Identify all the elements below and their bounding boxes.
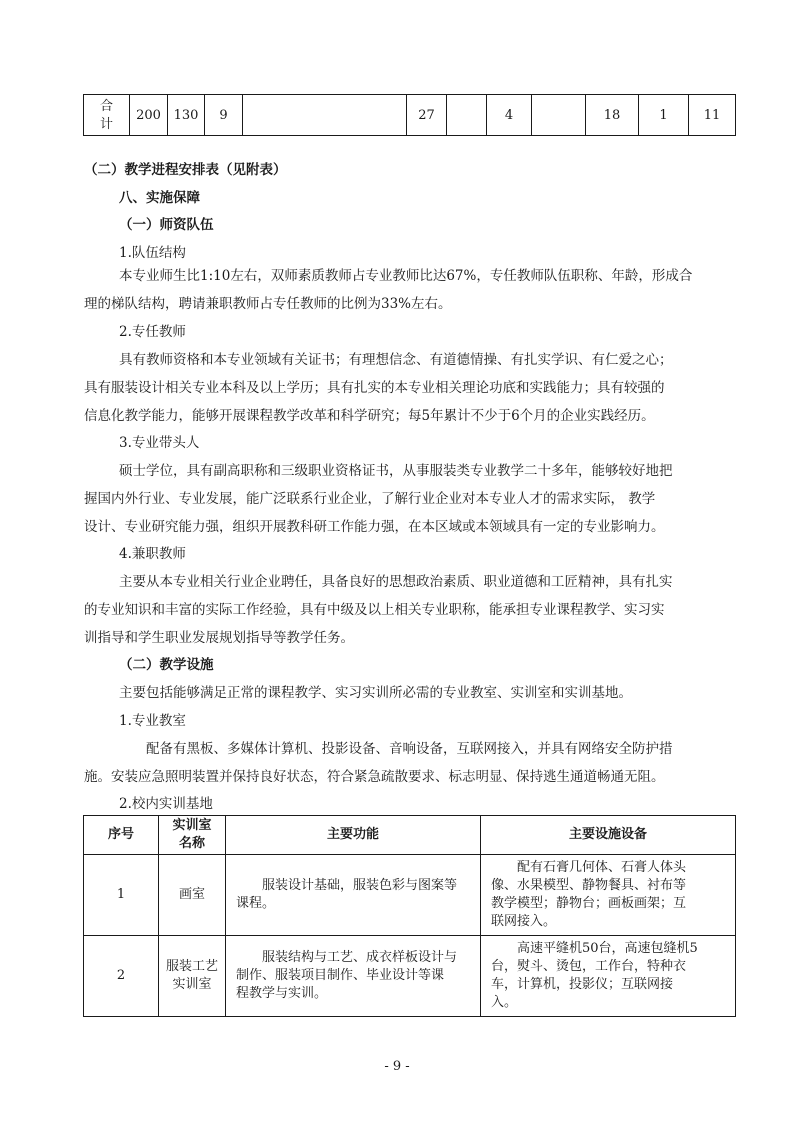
- paragraph-line: 配备有黑板、多媒体计算机、投影设备、音响设备，互联网接入，并具有网络安全防护措: [146, 741, 673, 757]
- training-base-title: 2.校内实训基地: [119, 796, 213, 812]
- summary-cell: 4: [487, 95, 532, 136]
- paragraph-line: 本专业师生比1:10左右，双师素质教师占专业教师比达67%，专任教师队伍职称、年龄，形成合: [119, 268, 693, 284]
- total-label-cell: [84, 95, 130, 136]
- summary-total-table: [83, 94, 736, 136]
- total-label-char: 计: [99, 117, 113, 132]
- page-number: - 9 -: [384, 1059, 410, 1074]
- equipment-line: 像、水果模型、静物餐具、衬布等: [491, 878, 687, 893]
- faculty-heading: （一）师资队伍: [119, 217, 214, 233]
- row-equipment: [481, 855, 736, 936]
- row-no: 1: [84, 855, 159, 936]
- facilities-heading: （二）教学设施: [119, 657, 214, 673]
- summary-cell: 11: [689, 95, 736, 136]
- equipment-line: 台，熨斗、烫包，工作台，特种衣: [491, 959, 687, 974]
- classroom-title: 1.专业教室: [119, 713, 186, 729]
- equipment-line: 车，计算机，投影仪；互联网接: [491, 977, 674, 992]
- summary-total-row: [84, 95, 736, 136]
- row-room: [159, 936, 226, 1017]
- paragraph-line: 理的梯队结构，聘请兼职教师占专任教师的比例为33%左右。: [84, 296, 452, 312]
- function-line: 服装设计基础，服装色彩与图案等: [262, 878, 458, 893]
- row-function: [226, 855, 481, 936]
- summary-cell: 27: [407, 95, 447, 136]
- paragraph-line: 具有服装设计相关专业本科及以上学历；具有扎实的本专业相关理论功底和实践能力；具有较强的: [84, 380, 665, 396]
- equipment-line: 联网接入。: [491, 914, 557, 929]
- row-no: 2: [84, 936, 159, 1017]
- equipment-line: 高速平缝机50台，高速包缝机5: [517, 941, 698, 956]
- summary-cell: [447, 95, 487, 136]
- summary-cell: [532, 95, 586, 136]
- paragraph-line: 施。安装应急照明装置并保持良好状态，符合紧急疏散要求、标志明显、保持逃生通道畅通无阻。: [84, 769, 665, 785]
- header-room: [159, 816, 226, 855]
- paragraph-line: 主要包括能够满足正常的课程教学、实习实训所必需的专业教室、实训室和实训基地。: [119, 685, 632, 701]
- row-equipment: [481, 936, 736, 1017]
- full-time-title: 2.专任教师: [119, 324, 186, 340]
- paragraph-line: 主要从本专业相关行业企业聘任，具备良好的思想政治素质、职业道德和工匠精神，具有扎实: [119, 574, 673, 590]
- leader-title: 3.专业带头人: [119, 435, 200, 451]
- header-no: 序号: [84, 816, 159, 855]
- paragraph-line: 训指导和学生职业发展规划指导等教学任务。: [84, 630, 354, 646]
- schedule-heading: （二）教学进程安排表（见附表）: [84, 162, 287, 178]
- paragraph-line: 信息化教学能力，能够开展课程教学改革和科学研究；每5年累计不少于6个月的企业实践经历。: [84, 408, 655, 424]
- equipment-line: 入。: [491, 995, 518, 1010]
- room-line: 服装工艺: [165, 959, 218, 974]
- training-base-table: [83, 815, 736, 1017]
- table-row: [84, 855, 736, 936]
- row-room: [159, 855, 226, 936]
- total-label-char: 合: [99, 99, 113, 114]
- room-line: 实训室: [172, 977, 212, 992]
- function-line: 程教学与实训。: [236, 986, 328, 1001]
- team-structure-title: 1.队伍结构: [119, 245, 186, 261]
- table-header-row: [84, 816, 736, 855]
- summary-cell: 200: [130, 95, 168, 136]
- header-room-line: 实训室: [172, 818, 212, 833]
- paragraph-line: 具有教师资格和本专业领域有关证书；有理想信念、有道德情操、有扎实学识、有仁爱之心；: [119, 352, 673, 368]
- room-line: 画室: [178, 887, 205, 902]
- summary-cell: 18: [586, 95, 639, 136]
- section-8-heading: 八、实施保障: [119, 190, 200, 206]
- header-equipment: 主要设施设备: [481, 816, 736, 855]
- paragraph-line: 握国内外行业、专业发展，能广泛联系行业企业，了解行业企业对本专业人才的需求实际， 教学: [84, 491, 656, 507]
- summary-cell: [243, 95, 407, 136]
- summary-cell: 1: [639, 95, 689, 136]
- row-function: [226, 936, 481, 1017]
- paragraph-line: 硕士学位，具有副高职称和三级职业资格证书，从事服装类专业教学二十多年，能够较好地把: [119, 463, 673, 479]
- paragraph-line: 的专业知识和丰富的实际工作经验，具有中级及以上相关专业职称，能承担专业课程教学、实习实: [84, 602, 665, 618]
- summary-cell: 130: [168, 95, 205, 136]
- header-function: 主要功能: [226, 816, 481, 855]
- summary-cell: 9: [205, 95, 243, 136]
- header-room-line: 名称: [178, 836, 205, 851]
- function-line: 服装结构与工艺、成衣样板设计与: [262, 950, 458, 965]
- function-line: 课程。: [236, 896, 276, 911]
- table-row: [84, 936, 736, 1017]
- equipment-line: 教学模型；静物台；画板画架；互: [491, 896, 687, 911]
- function-line: 制作、服装项目制作、毕业设计等课: [236, 968, 445, 983]
- part-time-title: 4.兼职教师: [119, 546, 186, 562]
- equipment-line: 配有石膏几何体、石膏人体头: [517, 860, 687, 875]
- paragraph-line: 设计、专业研究能力强，组织开展教科研工作能力强，在本区域或本领域具有一定的专业影响力。: [84, 519, 665, 535]
